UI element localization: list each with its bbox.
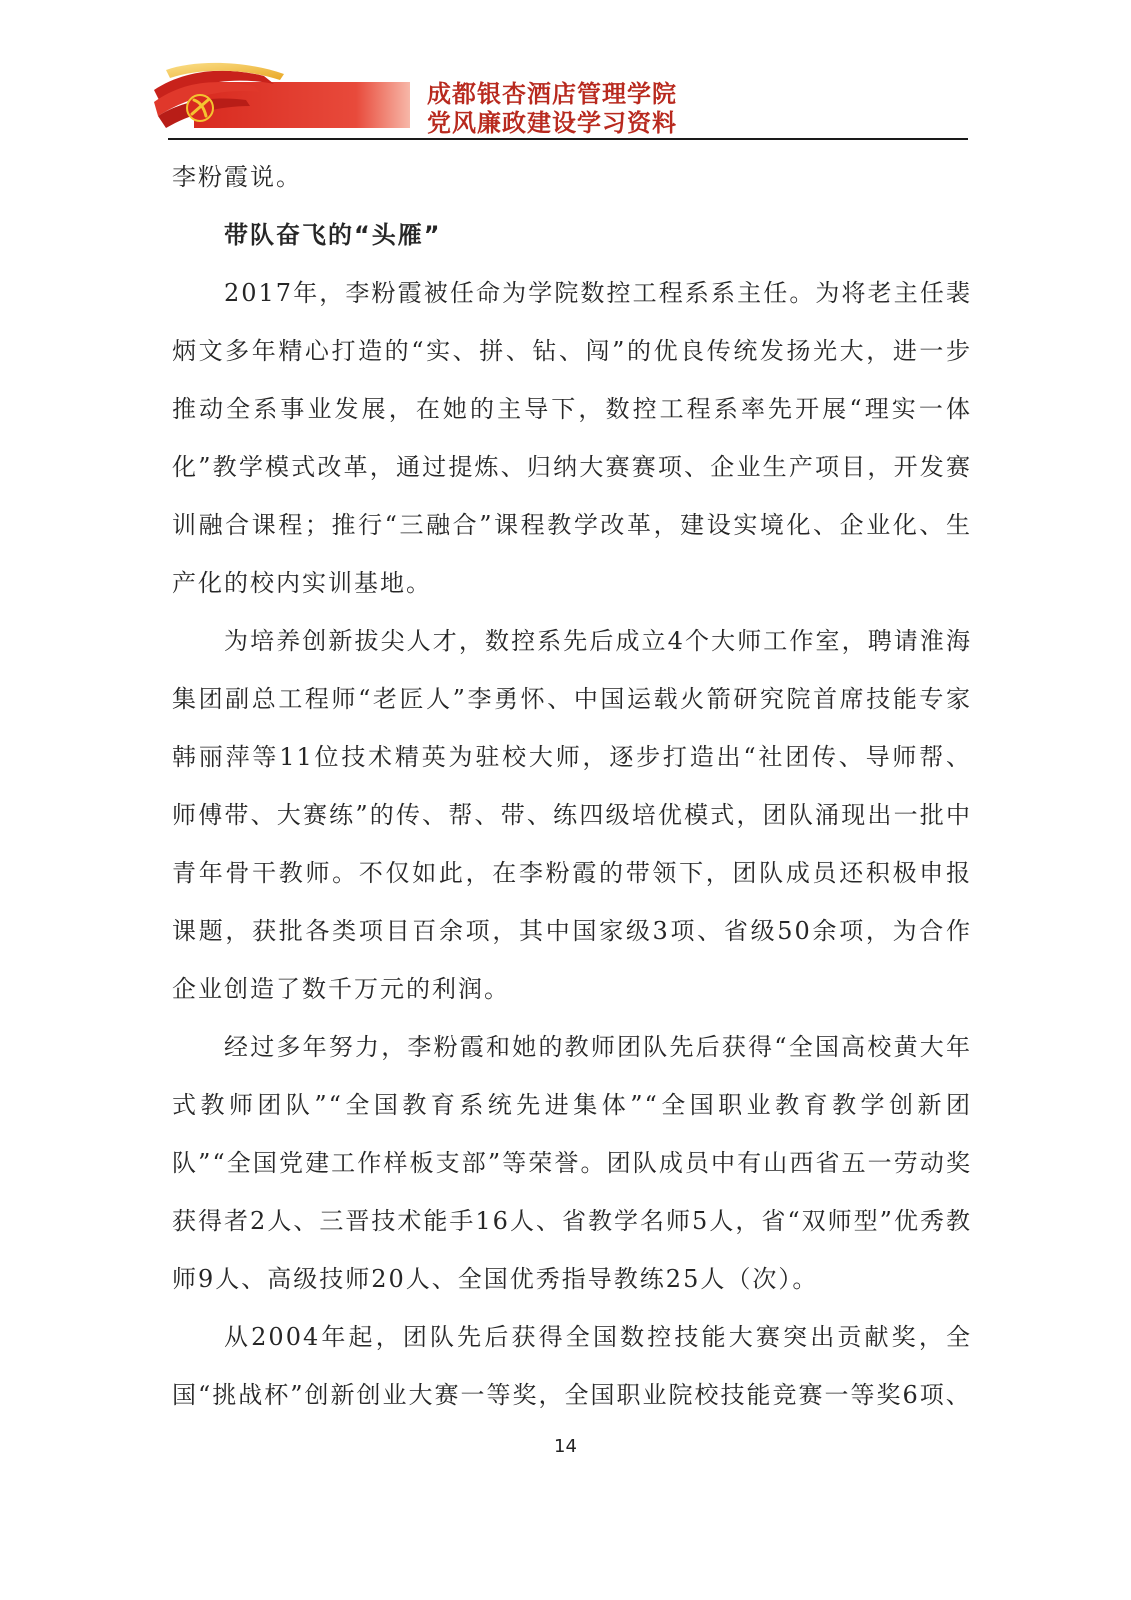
paragraph-3: 经过多年努力，李粉霞和她的教师团队先后获得“全国高校黄大年式教师团队”“全国教育系统先进集体”“全国职业教育教学创新团队”“全国党建工作样板支部”等荣誉。团队成员中有山西省五一劳动奖获得者2人、三晋技术能手16人、省教学名师5人，省“双师型”优秀教师9人、高级技师20人、全国优秀指导教练25人（次）。 <box>172 1033 972 1293</box>
paragraph-continued: 李粉霞说。 <box>172 163 302 191</box>
paragraph-4: 从2004年起，团队先后获得全国数控技能大赛突出贡献奖，全国“挑战杯”创新创业大赛一等奖，全国职业院校技能竞赛一等奖6项、 <box>172 1323 972 1409</box>
header-title-school: 成都银杏酒店管理学院 <box>427 80 677 108</box>
document-body <box>172 145 972 1424</box>
header-title-subject: 党风廉政建设学习资料 <box>427 109 677 137</box>
paragraph-2: 为培养创新拔尖人才，数控系先后成立4个大师工作室，聘请淮海集团副总工程师“老匠人”李勇怀、中国运载火箭研究院首席技能专家韩丽萍等11位技术精英为驻校大师，逐步打造出“社团传、导师帮、师傅带、大赛练”的传、帮、带、练四级培优模式，团队涌现出一批中青年骨干教师。不仅如此，在李粉霞的带领下，团队成员还积极申报课题，获批各类项目百余项，其中国家级3项、省级50余项，为合作企业创造了数千万元的利润。 <box>172 627 972 1003</box>
red-banner-graphic <box>154 62 410 132</box>
header-divider <box>168 138 968 140</box>
page-header <box>0 0 1131 145</box>
page-number: 14 <box>554 1436 577 1457</box>
paragraph-1: 2017年，李粉霞被任命为学院数控工程系系主任。为将老主任裴炳文多年精心打造的“实、拼、钻、闯”的优良传统发扬光大，进一步推动全系事业发展，在她的主导下，数控工程系率先开展“理实一体化”教学模式改革，通过提炼、归纳大赛赛项、企业生产项目，开发赛训融合课程；推行“三融合”课程教学改革，建设实境化、企业化、生产化的校内实训基地。 <box>172 279 972 597</box>
section-heading: 带队奋飞的“头雁” <box>224 221 442 249</box>
party-emblem-icon <box>187 95 213 121</box>
